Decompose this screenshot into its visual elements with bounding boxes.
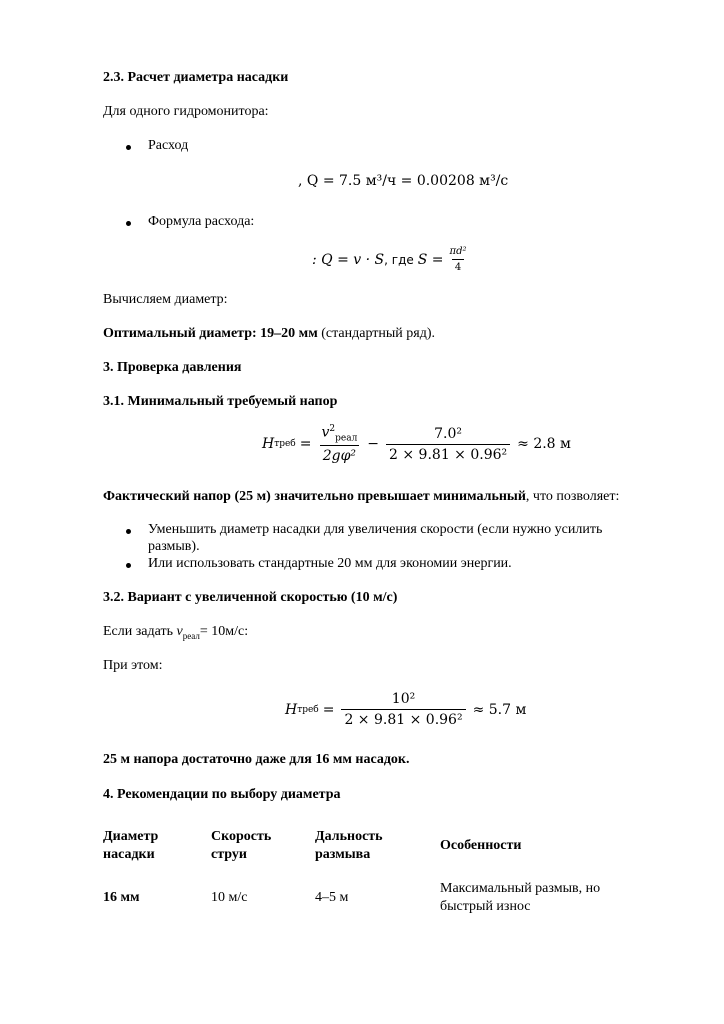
list-item-2: Или использовать стандартные 20 мм для экономии энергии.	[148, 556, 512, 571]
formula-where: , где	[384, 252, 414, 267]
eq2-num: 10²	[391, 691, 416, 707]
bullet-dot	[126, 529, 131, 534]
bullet-flow-formula: Формула расхода:	[148, 214, 255, 229]
flow-formula: , Q = 7.5 м³/ч = 0.00208 м³/с	[298, 173, 509, 189]
eq2-result: ≈ 5.7 м	[472, 701, 527, 718]
bullet-dot	[126, 221, 131, 226]
list-item-1-line2: размыв).	[148, 539, 200, 554]
eq-result: ≈ 2.8 м	[517, 436, 571, 453]
area-numerator: πd²	[449, 246, 467, 257]
intro-text: Для одного гидромонитора:	[103, 104, 269, 119]
bullet-dot	[126, 563, 131, 568]
fact-rest: , что позволяет:	[525, 489, 620, 504]
optimal-bold: Оптимальный диаметр: 19–20 мм	[103, 326, 318, 341]
eq2-lhs: H	[285, 701, 298, 718]
velocity-fraction	[318, 424, 360, 464]
formula-prefix: : Q = v · S	[312, 251, 385, 268]
list-item-1-line1: Уменьшить диаметр насадки для увеличения скорости (если нужно усилить	[148, 522, 603, 537]
if-line	[103, 624, 248, 641]
heading-3-2: 3.2. Вариант с увеличенной скоростью (10 м/с)	[103, 590, 398, 605]
eq2-fraction	[341, 691, 465, 728]
fact-paragraph	[103, 489, 619, 505]
if-text: Если задать	[103, 624, 177, 639]
frac1-num-sub: реал	[335, 433, 358, 444]
eq2-den: 2 × 9.81 × 0.96²	[341, 709, 465, 728]
bullet-flow: Расход	[148, 138, 189, 153]
eq-lhs: H	[262, 436, 275, 453]
then-text: При этом:	[103, 658, 163, 673]
table-header-notes: Особенности	[440, 838, 522, 853]
compute-text: Вычисляем диаметр:	[103, 292, 228, 307]
if-sub: реал	[182, 630, 200, 641]
area-fraction	[447, 246, 470, 273]
frac1-num-sup: 2	[329, 424, 336, 434]
heading-3-1: 3.1. Минимальный требуемый напор	[103, 394, 338, 409]
table-cell-diameter: 16 мм	[103, 890, 140, 905]
heading-2-3: 2.3. Расчет диаметра насадки	[103, 70, 289, 85]
eq-lhs-sub: треб	[274, 439, 296, 450]
table-cell-speed: 10 м/с	[211, 890, 248, 905]
formula-s: S =	[417, 251, 444, 268]
flow-rate-equation	[312, 246, 473, 273]
if-value: = 10м/с:	[199, 624, 249, 639]
table-header-diameter: Диаметр насадки	[103, 829, 159, 862]
frac2-den: 2 × 9.81 × 0.96²	[386, 444, 510, 463]
optimal-rest: (стандартный ряд).	[317, 326, 436, 341]
eq2-lhs-sub: треб	[297, 704, 319, 715]
heading-4: 4. Рекомендации по выбору диаметра	[103, 787, 341, 802]
table-cell-notes: Максимальный размыв, но быстрый износ	[440, 881, 601, 914]
table-header-range: Дальность размыва	[315, 829, 383, 862]
if-var: v	[176, 624, 183, 639]
min-head-equation	[262, 424, 571, 464]
area-denominator: 4	[452, 259, 464, 273]
eq2-equals: =	[322, 701, 335, 718]
eq-equals: =	[299, 436, 312, 453]
head-equation-10ms	[285, 691, 526, 728]
table-header-speed: Скорость струи	[211, 829, 272, 862]
conclusion: 25 м напора достаточно даже для 16 мм насадок.	[103, 752, 410, 767]
eq-minus: −	[367, 436, 380, 453]
numeric-fraction	[386, 426, 510, 463]
bullet-dot	[126, 145, 131, 150]
frac1-den: 2gφ²	[320, 445, 359, 464]
heading-3: 3. Проверка давления	[103, 360, 242, 375]
fact-bold: Фактический напор (25 м) значительно превышает минимальный	[103, 489, 526, 504]
table-cell-range: 4–5 м	[315, 890, 349, 905]
frac2-num: 7.0²	[434, 425, 463, 442]
optimal-diameter	[103, 326, 435, 342]
frac1-num: v	[321, 424, 330, 441]
